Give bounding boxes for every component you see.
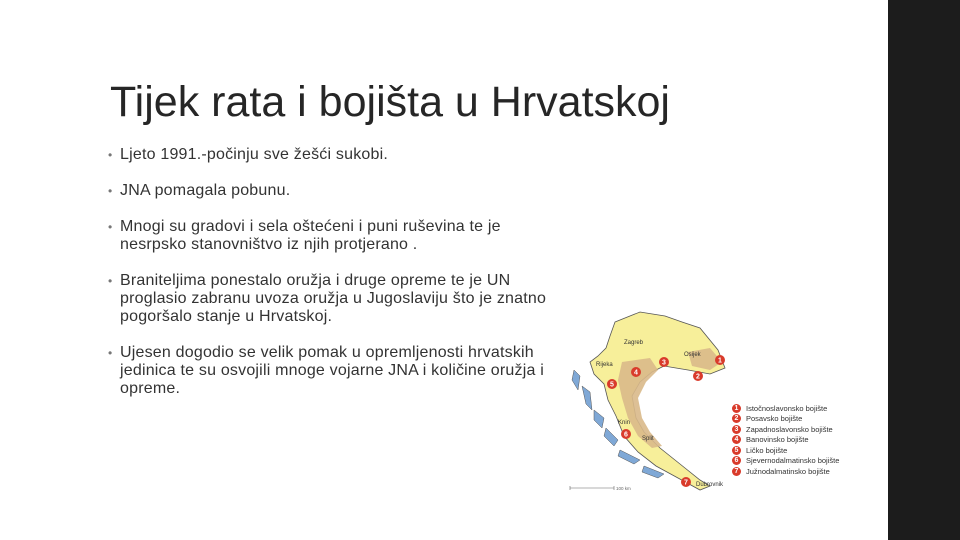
- legend-number-badge: 2: [732, 414, 741, 423]
- island-shape: [582, 386, 592, 410]
- legend-item: [732, 445, 839, 456]
- bullet-list: [108, 146, 568, 416]
- svg-text:4: 4: [634, 369, 638, 377]
- legend-item: [732, 435, 839, 446]
- svg-text:7: 7: [684, 479, 688, 487]
- bullet-item: [108, 344, 568, 398]
- legend-number-badge: 4: [732, 435, 741, 444]
- front-marker-2: [693, 371, 703, 381]
- croatia-land-shape: [590, 312, 725, 490]
- legend-label: Posavsko bojište: [746, 414, 803, 424]
- scale-label: 100 km: [616, 486, 631, 491]
- island-shape: [604, 428, 618, 446]
- city-label-osijek: Osijek: [684, 352, 701, 358]
- bullet-item: [108, 272, 568, 326]
- croatia-frontlines-map: [560, 300, 760, 500]
- legend-item: [732, 424, 839, 435]
- svg-text:1: 1: [718, 357, 722, 365]
- legend-number-badge: 3: [732, 425, 741, 434]
- city-label-split: Split: [642, 436, 654, 442]
- legend-label: Zapadnoslavonsko bojište: [746, 424, 833, 434]
- city-label-zagreb: Zagreb: [624, 340, 644, 346]
- legend-label: Sjevernodalmatinsko bojište: [746, 456, 840, 466]
- map-legend: [732, 403, 839, 477]
- bullet-text: Mnogi su gradovi i sela oštećeni i puni ruševina te je nesrpsko stanovništvo iz njih protjerano .: [120, 218, 501, 253]
- bullet-text: Ljeto 1991.-počinju sve žešći sukobi.: [120, 146, 388, 163]
- front-marker-3: [659, 357, 669, 367]
- bullet-dot-icon: •: [108, 184, 113, 198]
- legend-number-badge: 5: [732, 446, 741, 455]
- island-shape: [572, 370, 580, 390]
- bullet-item: [108, 218, 568, 254]
- slide-title: Tijek rata i bojišta u Hrvatskoj: [110, 78, 670, 126]
- legend-number-badge: 7: [732, 467, 741, 476]
- legend-number-badge: 6: [732, 456, 741, 465]
- legend-label: Istočnoslavonsko bojište: [746, 403, 828, 413]
- city-label-dubrovnik: Dubrovnik: [696, 482, 724, 488]
- svg-text:3: 3: [662, 359, 666, 367]
- bullet-dot-icon: •: [108, 148, 113, 162]
- island-shape: [618, 450, 640, 464]
- legend-item: [732, 466, 839, 477]
- svg-text:2: 2: [696, 373, 700, 381]
- bullet-text: Ujesen dogodio se velik pomak u opremljenosti hrvatskih jedinica te su osvojili mnoge vojarne JNA i količine oružja i opreme.: [120, 344, 544, 397]
- svg-text:5: 5: [610, 381, 614, 389]
- island-shape: [594, 410, 604, 428]
- legend-number-badge: 1: [732, 404, 741, 413]
- front-marker-1: [715, 355, 725, 365]
- legend-label: Ličko bojište: [746, 445, 788, 455]
- bullet-dot-icon: •: [108, 346, 113, 360]
- front-marker-5: [607, 379, 617, 389]
- front-marker-6: [621, 429, 631, 439]
- bullet-dot-icon: •: [108, 274, 113, 288]
- front-marker-4: [631, 367, 641, 377]
- city-label-knin: Knin: [618, 420, 631, 426]
- bullet-item: [108, 182, 568, 200]
- map-scale-bar: [570, 486, 631, 491]
- svg-text:6: 6: [624, 431, 628, 439]
- legend-item: [732, 456, 839, 467]
- bullet-item: [108, 146, 568, 164]
- right-sidebar-bar: [888, 0, 960, 540]
- legend-label: Južnodalmatinsko bojište: [746, 466, 830, 476]
- legend-item: [732, 403, 839, 414]
- legend-item: [732, 414, 839, 425]
- bullet-text: JNA pomagala pobunu.: [120, 182, 291, 199]
- bullet-text: Braniteljima ponestalo oružja i druge opreme te je UN proglasio zabranu uvoza oružja u Jugoslaviju što je znatno pogoršalo stanje u Hrvatskoj.: [120, 272, 547, 325]
- bullet-dot-icon: •: [108, 220, 113, 234]
- legend-label: Banovinsko bojište: [746, 435, 809, 445]
- front-marker-7: [681, 477, 691, 487]
- city-label-rijeka: Rijeka: [596, 362, 613, 368]
